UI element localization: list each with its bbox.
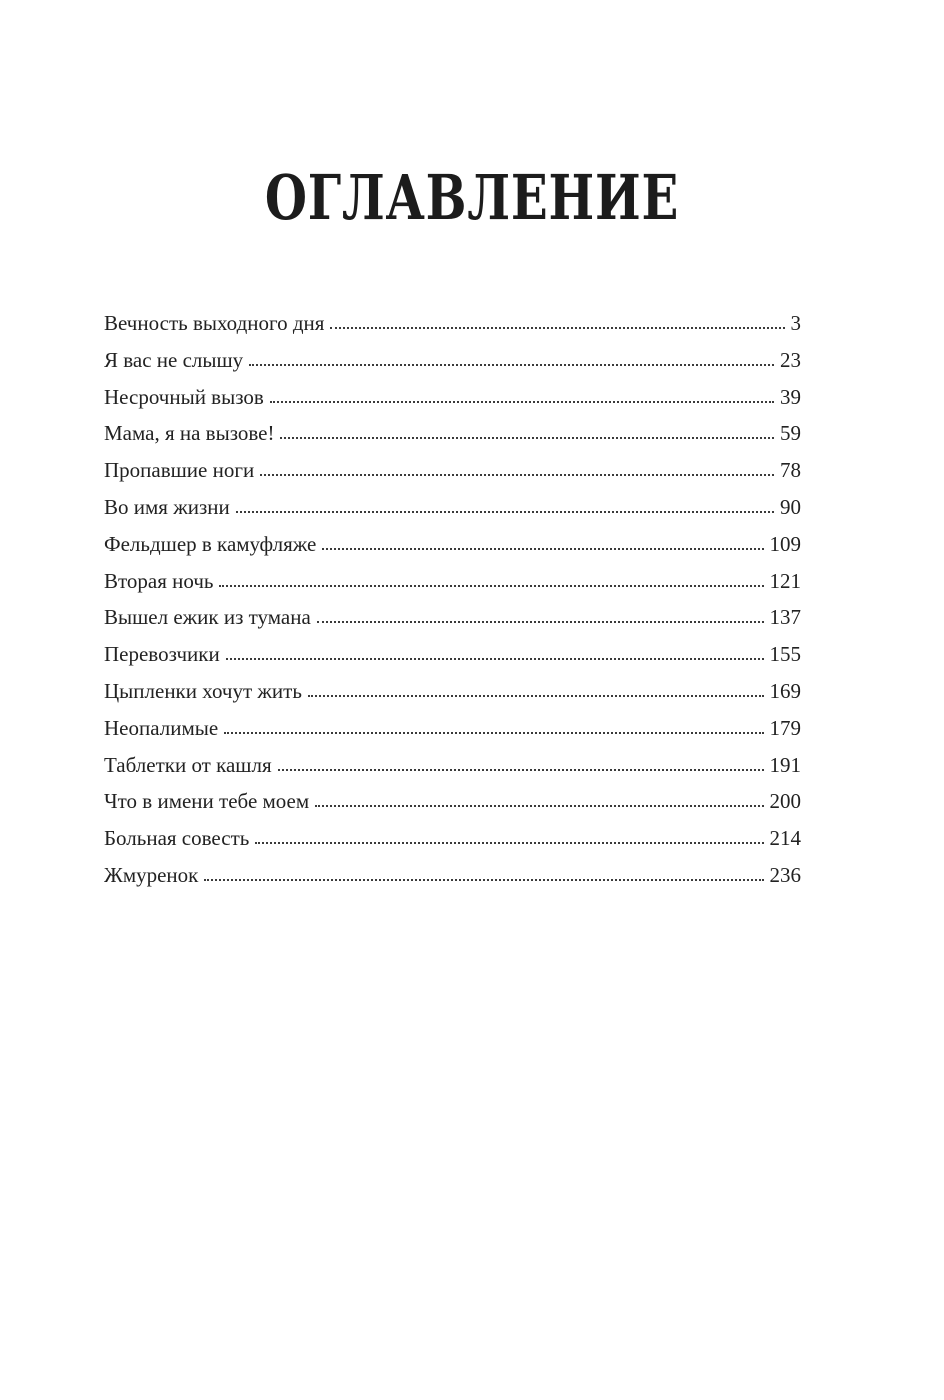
toc-entry[interactable]: [104, 747, 801, 784]
toc-entry-title: Я вас не слышу: [104, 347, 244, 372]
dot-leader: [255, 841, 763, 844]
dot-leader: [315, 804, 763, 807]
dot-leader: [278, 768, 764, 771]
toc-entry[interactable]: [104, 820, 801, 857]
toc-entry-page: 121: [769, 568, 801, 593]
toc-entry[interactable]: [104, 636, 801, 673]
toc-entry-title: Вышел ежик из тумана: [104, 605, 311, 630]
dot-leader: [219, 584, 763, 587]
toc-entry-title: Вечность выходного дня: [104, 311, 325, 335]
dot-leader: [249, 363, 774, 366]
toc-entry-title: Что в имени тебе моем: [104, 789, 310, 814]
dot-leader: [270, 400, 774, 403]
dot-leader: [317, 620, 764, 623]
dot-leader: [322, 547, 763, 550]
toc-entry-page: 90: [780, 494, 801, 519]
toc-entry-page: 39: [780, 384, 801, 409]
toc-entry-title: Перевозчики: [104, 642, 220, 667]
dot-leader: [260, 473, 774, 476]
toc-entry-page: 59: [780, 421, 801, 446]
toc-entry[interactable]: [104, 305, 801, 342]
toc-entry[interactable]: [104, 526, 801, 563]
toc-entry[interactable]: [104, 783, 801, 820]
toc-entry-title: Неопалимые: [104, 715, 219, 740]
toc-entry[interactable]: [104, 489, 801, 526]
toc-entry-page: 155: [769, 642, 801, 667]
toc-entry[interactable]: [104, 415, 801, 452]
toc-entry[interactable]: [104, 710, 801, 747]
toc-entry[interactable]: [104, 452, 801, 489]
toc-entry[interactable]: [104, 563, 801, 600]
toc-entry[interactable]: [104, 342, 801, 379]
toc-entry-page: 191: [769, 752, 801, 777]
dot-leader: [226, 657, 764, 660]
toc-entry-page: 137: [769, 605, 801, 630]
toc-entry-page: 23: [780, 347, 801, 372]
toc-entry-title: Цыпленки хочут жить: [104, 678, 302, 703]
dot-leader: [204, 878, 763, 881]
toc-entry[interactable]: [104, 379, 801, 416]
toc-entry-title: Таблетки от кашля: [104, 752, 272, 777]
toc-entry-title: Вторая ночь: [104, 568, 214, 593]
toc-entry-page: 169: [769, 678, 801, 703]
toc-entry-title: Больная совесть: [104, 826, 250, 851]
dot-leader: [236, 510, 774, 513]
toc-entry-title: Во имя жизни: [104, 494, 230, 519]
dot-leader: [224, 731, 763, 734]
toc-entry-page: 214: [769, 826, 801, 851]
toc-entry[interactable]: [104, 599, 801, 636]
toc-entry-page: 200: [769, 789, 801, 814]
dot-leader: [330, 326, 784, 329]
dot-leader: [308, 694, 764, 697]
toc-entry-page: 78: [780, 458, 801, 483]
toc-entry-page: 236: [769, 862, 801, 887]
toc-entry-page: 3: [790, 311, 801, 335]
toc-entry-title: Фельдшер в камуфляже: [104, 531, 317, 556]
toc-entry-title: Пропавшие ноги: [104, 458, 255, 483]
page-title: ОГЛАВЛЕНИЕ: [264, 161, 680, 234]
table-of-contents: [104, 305, 801, 894]
toc-entry-page: 179: [769, 715, 801, 740]
toc-entry[interactable]: [104, 673, 801, 710]
toc-entry-title: Несрочный вызов: [104, 384, 264, 409]
toc-entry-page: 109: [769, 531, 801, 556]
dot-leader: [280, 436, 774, 439]
toc-entry-title: Мама, я на вызове!: [104, 421, 275, 446]
toc-entry-title: Жмуренок: [104, 862, 199, 887]
toc-entry[interactable]: [104, 857, 801, 894]
